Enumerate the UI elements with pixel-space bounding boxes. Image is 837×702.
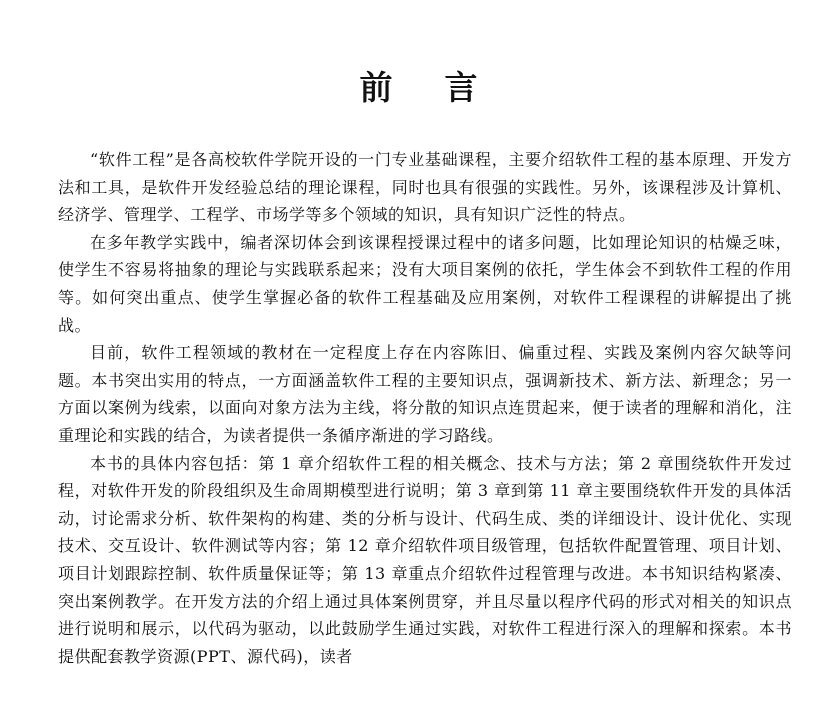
body-text: [58, 146, 792, 670]
paragraph: “软件工程”是各高校软件学院开设的一门专业基础课程，主要介绍软件工程的基本原理、开发方法和工具，是软件开发经验总结的理论课程，同时也具有很强的实践性。另外，该课程涉及计算机、经济学、管理学、工程学、市场学等多个领域的知识，具有知识广泛性的特点。: [58, 150, 792, 225]
page-title: 前言: [359, 68, 530, 107]
paragraph: 在多年教学实践中，编者深切体会到该课程授课过程中的诸多问题，比如理论知识的枯燥乏味，使学生不容易将抽象的理论与实践联系起来；没有大项目案例的依托，学生体会不到软件工程的作用等。如何突出重点、使学生掌握必备的软件工程基础及应用案例，对软件工程课程的讲解提出了挑战。: [58, 232, 792, 335]
paragraph: 目前，软件工程领域的教材在一定程度上存在内容陈旧、偏重过程、实践及案例内容欠缺等问题。本书突出实用的特点，一方面涵盖软件工程的主要知识点，强调新技术、新方法、新理念；另一方面以案例为线索，以面向对象方法为主线，将分散的知识点连贯起来，便于读者的理解和消化，注重理论和实践的结合，为读者提供一条循序渐进的学习路线。: [58, 343, 792, 445]
paragraph: 本书的具体内容包括：第 1 章介绍软件工程的相关概念、技术与方法；第 2 章围绕软件开发过程，对软件开发的阶段组织及生命周期模型进行说明；第 3 章到第 11 章主要围绕软件开发的具体活动，讨论需求分析、软件架构的构建、类的分析与设计、代码生成、类的详细设计、设计优化、实现技术、交互设计、软件测试等内容；第 12 章介绍软件项目级管理，包括软件配置管理、项目计划、项目计划跟踪控制、软件质量保证等；第 13 章重点介绍软件过程管理与改进。本书知识结构紧凑、突出案例教学。在开发方法的介绍上通过具体案例贯穿，并且尽量以程序代码的形式对相关的知识点进行说明和展示，以代码为驱动，以此鼓励学生通过实践，对软件工程进行深入的理解和探索。本书提供配套教学资源(PPT、源代码)，读者: [58, 453, 792, 666]
